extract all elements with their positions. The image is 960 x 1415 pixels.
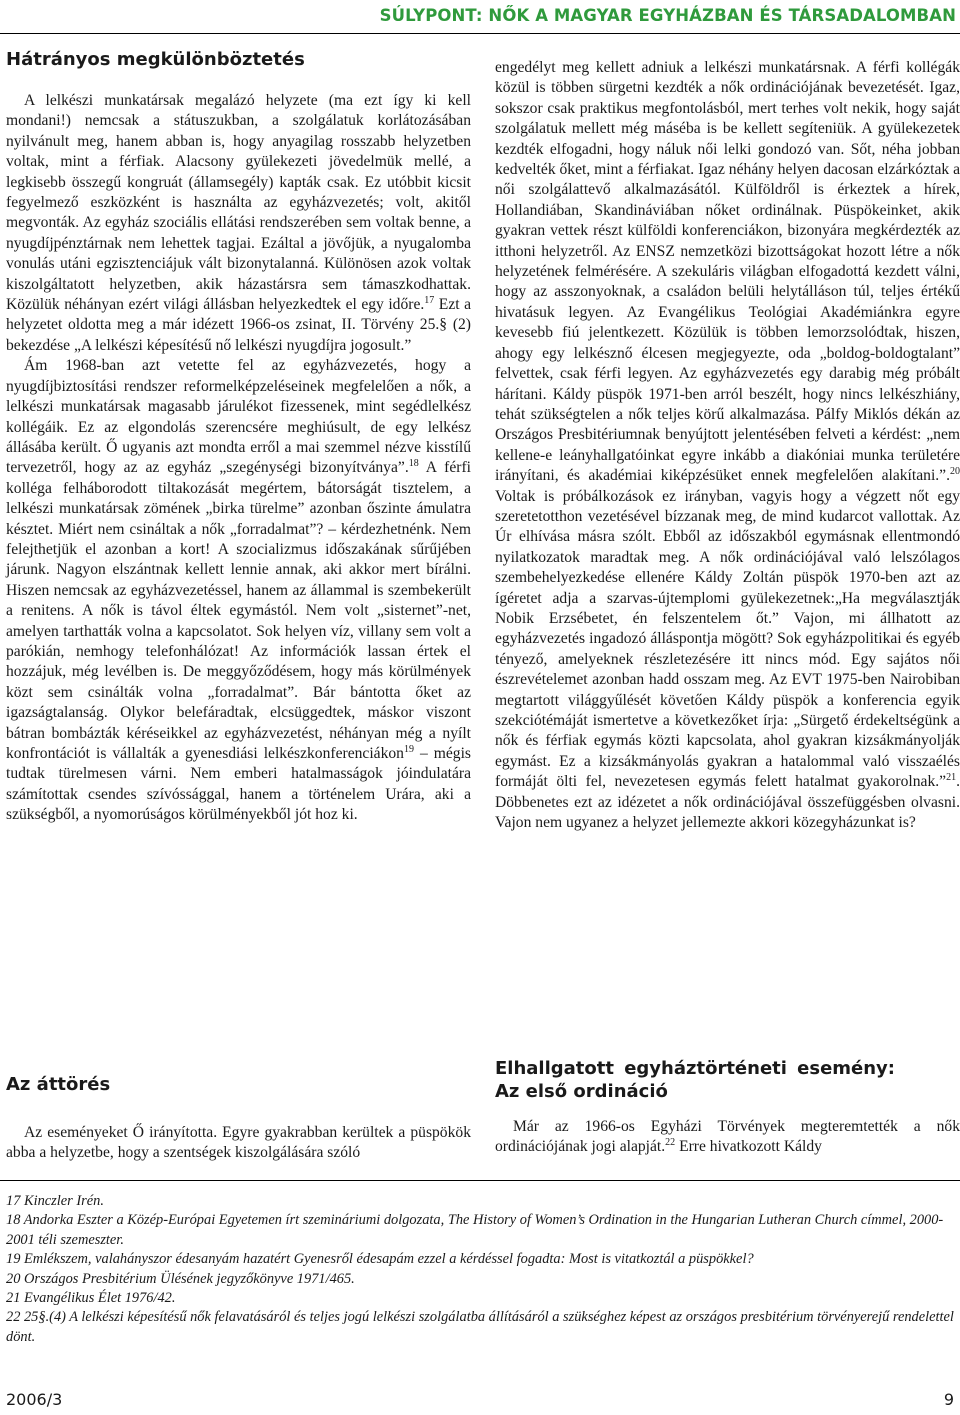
footnote-ref: 22 — [665, 1137, 676, 1149]
issue-number: 2006/3 — [6, 1390, 63, 1409]
running-head: SÚLYPONT: NŐK A MAGYAR EGYHÁZBAN ÉS TÁRSADALOMBAN — [379, 6, 956, 25]
footnote-ref: 17 — [424, 294, 435, 306]
right-column-bottom — [495, 1057, 960, 1158]
footnote: 19 Emlékszem, valahányszor édesanyám hazatért Gyenesről édesapám ezzel a kérdéssel fogadta: Most is vitatkoztál a püspökkel? — [6, 1251, 754, 1268]
left-column-bottom — [6, 1073, 471, 1164]
paragraph: Ám 1968-ban azt vetette fel az egyházvezetés, hogy a nyugdíjbiztosítási rendszer reformelképzeléseinek megfelelően a nők, a lelkészi munkatársak magasabb járulékot fizessenek, mint segédlelkész kollégáik. Ez az elgondolás szerencsére meghiúsult, de egy lelkész állásába került. Ő ugyanis azt mondta erről a mai szemmel nézve kisstílű tervezetről, hogy az az egyház „szegénységi bizonyítványa”.$^{18}$ A férfi kolléga felháborodott tiltakozását megértem, bátorságát tisztelem, a lelkészi munkatársak zömének „birka türelme” azonban őszinte ámulatra késztet. Miért nem csináltak a nők „forradalmat”? – kérdezhetnénk. Nem felejthetjük el azonban a kort! A szocializmus időszakának sűrűjében járunk. Nagyon elszántnak kellett lennie annak, aki akkor mert bírálni. Hiszen nemcsak az egyházvezetéssel, hanem az állammal is szembekerült a renitens. A nők is távol éltek egymástól. Nem volt „sisternet”-net, amelyen tarthatták volna a kapcsolatot. Sok helyen víz, villany sem volt a parókián, nemhogy telefonhálózat! Az információk lassan értek el hozzájuk, még levélben is. De meggyőződésem, hogy más körülmények közt sem csinálták volna „forradalmat”. Bár bántotta őket az igazságtalanság. Olykor belefáradtak, elcsüggedtek, máskor viszont bátran bombázták kéréseikkel az egyházvezetést, néhányan még a nyílt konfrontációt is vállalták a gyenesdiási lelkészkonferenciákon$^{19}$ – mégis tudtak türelmesen várni. Nem emberi hatalmasságok jóindulatára számítottak csendes szívóssággal, hanem a történelem Urára, aki a szükségből, a nyomorúságos körülményekből jót hoz ki. — [6, 357, 472, 824]
paragraph: Már az 1966-os Egyházi Törvények megteremtették a nők ordinációjának jogi alapját.$^{22}$ Erre hivatkozott Káldy — [495, 1118, 960, 1156]
right-column — [495, 58, 960, 833]
footnote: 21 Evangélikus Élet 1976/42. — [6, 1290, 176, 1307]
footnote-ref: 18 — [408, 458, 419, 470]
footnote: 20 Országos Presbitérium Ülésének jegyzőkönyve 1971/465. — [6, 1270, 355, 1287]
header-rule — [0, 33, 960, 34]
paragraph: A lelkészi munkatársak megalázó helyzete (ma ezt így ki kell mondani!) nemcsak a státuszukban, a szolgálatuk korlátozásában nyilvánult meg, hanem abban is, hogy anyagilag rosszabb helyzetben voltak, mint a férfiak. Alacsony gyülekezeti jövedelmük mellé, a legkisebb összegű kongruát (államsegély) kapták csak. Ez utóbbit kicsit fegyelmező eszközként is használta az egyházvezetés; volt, akitől megvonták. Az egyház szociális ellátási rendszerében sem voltak benne, a nyugdíjpénztárnak nem lehettek tagjai. Ezáltal a jövőjük, a nyugalomba vonulás utáni egzisztenciájuk vált bizonytalanná. Különösen azok voltak kiszolgáltatott helyzetben, akik házastársra sem támaszkodhattak. Közülük néhányan ezért világi állásban helyezkedtek el egy időre.$^{17}$ Ezt a helyzetet oldotta meg a már idézett 1966-os zsinat, II. Törvény 25.§ (2) bekezdése „A lelkészi képesítésű nő lelkészi nyugdíjra jogosult.” — [6, 92, 471, 354]
paragraph: Az eseményeket Ő irányította. Egyre gyakrabban kerültek a püspökök abba a helyzetbe, hogy a szentségek kiszolgálására szóló — [6, 1124, 471, 1162]
footnote-rule — [0, 1180, 960, 1181]
page-number: 9 — [943, 1390, 954, 1409]
footnote-ref: 19 — [403, 743, 414, 755]
footnotes — [6, 1192, 958, 1347]
footnote-ref: 20 — [950, 465, 960, 477]
footnote: 18 Andorka Eszter a Közép-Európai Egyetemen írt szemináriumi dolgozata, The History of Women’s Ordination in the Hungarian Lutheran Church címmel, 2000-2001 téli szemeszter. — [6, 1212, 944, 1248]
footnote: 17 Kinczler Irén. — [6, 1193, 104, 1209]
paragraph: engedélyt meg kellett adniuk a lelkészi munkatársnak. A férfi kollégák közül is többen sürgetni kezdték a nők ordinációjának bevezetését. Igaz, sokszor csak praktikus megfontolásból, mert terhes volt nekik, hogy saját szolgálatuk mellett még máséba is be kellett segíteniük. A gyülekezetek kezdték elfogadni, hogy náluk női lelki gondozó van. Sőt, néha jobban kedvelték őket, mint a férfiakat. Igaz néhány helyen dacosan elzárkóztak a női szolgálattevő alkalmazásától. Külföldről is érkeztek a hírek, Hollandiában, Skandináviában nőket ordinálnak. Püspökeinket, akik gyakran vettek részt külföldi konferenciákon, bizonyára megkérdezték az itthoni helyzetről. Az ENSZ nemzetközi bizottságokat hozott létre a nők helyzetének felmérésére. A szekuláris világban elfogadottá kezdett válni, hogy az asszonyoknak, a családon belüli helytálláson túl, teljes értékű hivatásuk legyen. Az Evangélikus Teológiai Akadémiánkra egyre kevesebb fiú jelentkezett. Közülük is többen lemorzsolódtak, hiszen, ahogy egy lelkésznő élcesen megjegyezte, oda „boldog-boldogtalant” felvettek, csak férfi legyen. Az egyházvezetés egy darabig még próbált hárítani. Káldy püspök 1971-ben arról beszélt, hogy nincs lelkészhiány, tehát szükségtelen a nők teljes körű alkalmazása. Pálfy Miklós dékán az Országos Presbitériumnak benyújtott jelentésében felveti a kérdést: „nem kellene-e leányhallgatóinkat egyre inkább a diakóniai munka területére irányítani, és akadémiai kiképzésüket ennek megfelelően alakítani.”.$^{20}$ Voltak is próbálkozások ez irányban, vagyis hogy a végzett nőt egy szeretetotthon vezetésével bízzanak meg, de mind kudarcot vallottak. Az Úr elhívása másra szólt. Ebből az időszakból egymásnak ellentmondó nyilatkozatok maradtak meg. A nők ordinációjával való lelszólagos szembehelyezkedése ellenére Káldy Zoltán püspök 1970-ben azt az ígéretet adja a szarvas-újtemplomi gyülekezetnek:„Ha megválasztják Nobik Erzsébetet, én felszentelem őt.” Vajon, mi állhatott az egyházvezetés ingadozó álláspontja mögött? Sok egyházpolitikai és egyéb tényező, amelyeknek részletezésére itt nincs mód. Egy sajátos női észrevételemet azonban hadd osszam meg. Az EVT 1975-ben Nairobiban megtartott világgyűlését követően Káldy püspök a konferencia egyik szekciótémáját ismertetve a következőket írja: „Sürgető érdekeltségünk a nők és férfiak egymás közti kapcsolata, ahol gyakran kizsákmányolják egymást. Ez a kizsákmányolás gyakran a hatalommal való visszaélés formáját ölti fel, nevezetesen egymás felett hatalmat gyakorolnak.”$^{21}$. Döbbenetes ezt az idézetet a nők ordinációjával összefüggésben olvasni. Vajon nem ugyanez a helyzet jellemezte akkori közegyházunkat is? — [495, 59, 960, 832]
footnote: 22 25§.(4) A lelkészi képesítésű nők felavatásáról és teljes jogú lelkészi szolgálatba állításáról a szükséghez képest az országos presbitérium törvényerejű rendelettel dönt. — [6, 1309, 954, 1345]
left-column — [6, 48, 471, 826]
section-heading-2: Az áttörés — [6, 1074, 111, 1095]
section-heading-3: Elhallgatott egyháztörténeti esemény: Az első ordináció — [495, 1058, 895, 1102]
section-heading-1: Hátrányos megkülönböztetés — [6, 49, 305, 70]
footnote-ref: 21 — [946, 772, 957, 784]
